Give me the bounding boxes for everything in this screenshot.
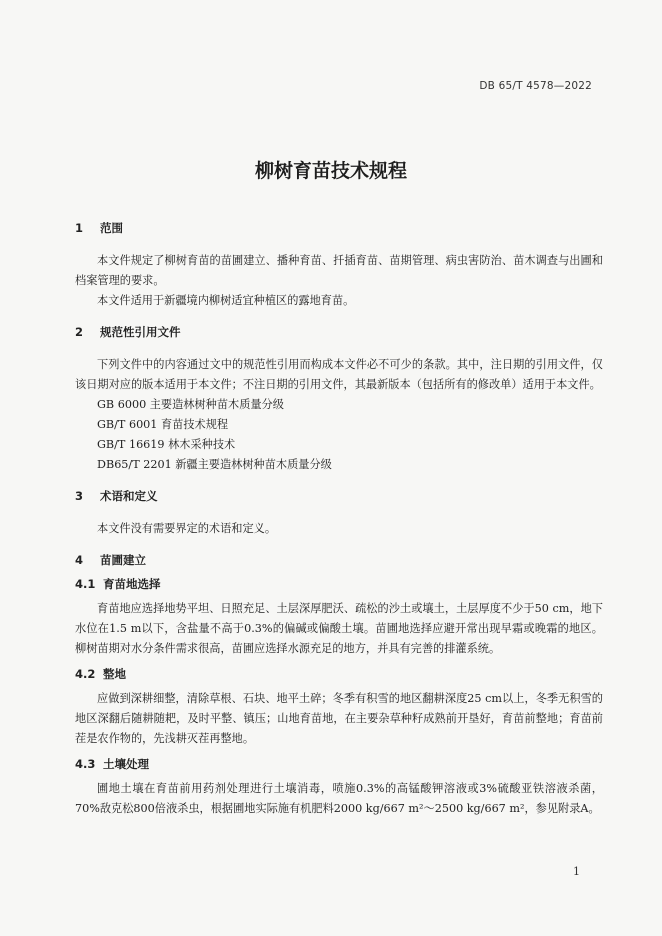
reference-item: GB/T 6001 育苗技术规程 [97, 418, 229, 431]
section-title: 苗圃建立 [100, 553, 146, 567]
section-number: 4.2 [75, 667, 96, 681]
section-title: 整地 [103, 667, 126, 681]
section-heading-4 [75, 551, 603, 569]
section-number: 1 [75, 221, 84, 235]
paragraph: 应做到深耕细整，清除草根、石块、地平土碎；冬季有积雪的地区翻耕深度25 cm以上，冬季无积雪的地区深翻后随耕随耙，及时平整、镇压；山地育苗地，在主要杂草种籽成熟前开垦好，育苗前整地；育苗前茬是农作物的，先浅耕灭茬再整地。 [75, 692, 603, 745]
section-heading-3 [75, 487, 603, 505]
section-number: 3 [75, 489, 84, 503]
paragraph: 圃地土壤在育苗前用药剂处理进行土壤消毒，喷施0.3%的高锰酸钾溶液或3%硫酸亚铁溶液杀菌，70%敌克松800倍液杀虫，根据圃地实际施有机肥料2000 kg/667 m²～2500 kg/667 m²，参见附录A。 [75, 782, 603, 815]
section-heading-2 [75, 323, 603, 341]
paragraph: 本文件规定了柳树育苗的苗圃建立、播种育苗、扦插育苗、苗期管理、病虫害防治、苗木调查与出圃和档案管理的要求。 [75, 254, 603, 287]
document-body [75, 219, 603, 819]
document-code: DB 65/T 4578—2022 [479, 80, 592, 92]
section-number: 4 [75, 553, 84, 567]
section-number: 4.3 [75, 757, 96, 771]
paragraph: 本文件适用于新疆境内柳树适宜种植区的露地育苗。 [97, 294, 355, 307]
section-heading-1 [75, 219, 603, 237]
page-number: 1 [573, 865, 580, 878]
reference-item: GB/T 16619 林木采种技术 [97, 438, 236, 451]
reference-item: DB65/T 2201 新疆主要造林树种苗木质量分级 [97, 458, 332, 471]
reference-item: GB 6000 主要造林树种苗木质量分级 [97, 398, 284, 411]
section-title: 规范性引用文件 [100, 325, 181, 339]
subsection-heading-4-1 [75, 575, 603, 593]
section-number: 2 [75, 325, 84, 339]
paragraph: 下列文件中的内容通过文中的规范性引用而构成本文件必不可少的条款。其中，注日期的引用文件，仅该日期对应的版本适用于本文件；不注日期的引用文件，其最新版本（包括所有的修改单）适用于本文件。 [75, 358, 603, 391]
section-title: 术语和定义 [100, 489, 158, 503]
section-number: 4.1 [75, 577, 96, 591]
section-title: 育苗地选择 [103, 577, 161, 591]
paragraph: 本文件没有需要界定的术语和定义。 [97, 522, 277, 535]
document-title: 柳树育苗技术规程 [254, 160, 407, 182]
section-title: 范围 [100, 221, 123, 235]
paragraph: 育苗地应选择地势平坦、日照充足、土层深厚肥沃、疏松的沙土或壤土，土层厚度不少于50 cm，地下水位在1.5 m以下，含盐量不高于0.3%的偏碱或偏酸土壤。苗圃地选择应避开常出现早霜或晚霜的地区。柳树苗期对水分条件需求很高，苗圃应选择水源充足的地方，并具有完善的排灌系统。 [75, 602, 603, 655]
subsection-heading-4-2 [75, 665, 603, 683]
section-title: 土壤处理 [103, 757, 149, 771]
subsection-heading-4-3 [75, 755, 603, 773]
